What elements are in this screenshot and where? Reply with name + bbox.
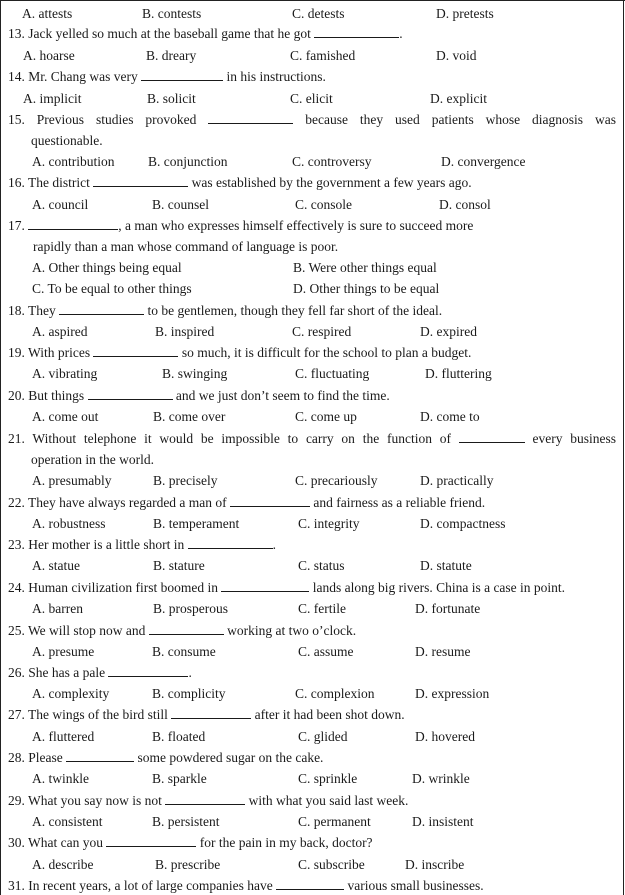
question-21-stem-continuation-row: [0, 449, 625, 470]
answer-blank[interactable]: [88, 387, 173, 400]
question-27-options-row: [0, 726, 625, 747]
question-18-stem-row: [0, 300, 625, 321]
stem-text: 24. Human civilization first boomed in: [8, 580, 222, 595]
question-17-options-row: [0, 278, 625, 299]
option-c[interactable]: C. glided: [298, 729, 348, 744]
answer-blank[interactable]: [459, 430, 525, 443]
question-15-stem-row: [0, 109, 625, 130]
option-a[interactable]: A. twinkle: [32, 771, 89, 786]
stem-text: 30. What can you: [8, 835, 107, 850]
option-a[interactable]: A. fluttered: [32, 729, 95, 744]
option-b[interactable]: B. contests: [142, 6, 202, 21]
question-21-stem: [8, 428, 616, 449]
option-a[interactable]: A. council: [32, 197, 89, 212]
stem-text: , a man who expresses himself effectively is sure to succeed more: [118, 218, 474, 233]
option-d[interactable]: D. convergence: [441, 154, 526, 169]
option-b[interactable]: B. inspired: [155, 324, 215, 339]
question-25-stem: [8, 620, 356, 641]
question-17-stem: [8, 215, 473, 236]
stem-text: 26. She has a pale: [8, 665, 109, 680]
stem-text: .: [272, 537, 276, 552]
option-d[interactable]: D. compactness: [420, 516, 506, 531]
option-c[interactable]: C. detests: [292, 6, 345, 21]
stem-text: after it had been shot down.: [251, 707, 405, 722]
answer-blank[interactable]: [108, 664, 188, 677]
question-17-stem-continuation-row: [0, 236, 625, 257]
option-d[interactable]: D. fortunate: [415, 601, 481, 616]
option-c[interactable]: C. come up: [295, 409, 357, 424]
question-31-stem-row: [0, 875, 625, 895]
answer-blank[interactable]: [221, 579, 309, 592]
option-a[interactable]: A. statue: [32, 558, 80, 573]
option-b[interactable]: B. floated: [152, 729, 206, 744]
question-29-stem-row: [0, 790, 625, 811]
option-d[interactable]: D. statute: [420, 558, 472, 573]
stem-text: 22. They have always regarded a man of: [8, 495, 231, 510]
stem-text: 15. Previous studies provoked: [8, 112, 209, 127]
question-14-options-row: [0, 88, 625, 109]
option-b[interactable]: B. stature: [153, 558, 205, 573]
question-23-options-row: [0, 555, 625, 576]
option-b[interactable]: B. counsel: [152, 197, 209, 212]
option-b[interactable]: B. sparkle: [152, 771, 207, 786]
option-c[interactable]: C. controversy: [292, 154, 372, 169]
option-b[interactable]: B. come over: [153, 409, 226, 424]
stem-text: 25. We will stop now and: [8, 623, 149, 638]
option-a[interactable]: A. come out: [32, 409, 99, 424]
answer-blank[interactable]: [314, 25, 399, 38]
option-b[interactable]: B. swinging: [162, 366, 228, 381]
option-b[interactable]: B. dreary: [146, 48, 197, 63]
stem-text: 18. They: [8, 303, 60, 318]
question-15-stem-continuation-row: [0, 130, 625, 151]
option-d[interactable]: D. come to: [420, 409, 480, 424]
option-d[interactable]: D. consol: [439, 197, 491, 212]
option-d[interactable]: D. insistent: [412, 814, 474, 829]
question-15-options-row: [0, 151, 625, 172]
stem-text: various small businesses.: [344, 878, 484, 893]
option-b[interactable]: B. conjunction: [148, 154, 228, 169]
question-23-stem-row: [0, 534, 625, 555]
stem-text: was established by the government a few years ago.: [188, 175, 472, 190]
question-20-stem-row: [0, 385, 625, 406]
option-b[interactable]: B. persistent: [152, 814, 220, 829]
option-a[interactable]: A. describe: [32, 857, 94, 872]
option-d[interactable]: D. expression: [415, 686, 490, 701]
option-c[interactable]: C. subscribe: [298, 857, 365, 872]
option-d[interactable]: D. practically: [420, 473, 494, 488]
question-13-options-row: [0, 45, 625, 66]
option-c[interactable]: C. fluctuating: [295, 366, 370, 381]
question-26-stem-row: [0, 662, 625, 683]
option-a[interactable]: A. contribution: [32, 154, 115, 169]
question-27-stem-row: [0, 704, 625, 725]
question-20-stem: [8, 385, 390, 406]
option-d[interactable]: D. fluttering: [425, 366, 492, 381]
question-20-options-row: [0, 406, 625, 427]
stem-text: and fairness as a reliable friend.: [310, 495, 486, 510]
question-25-stem-row: [0, 620, 625, 641]
question-22-stem-row: [0, 492, 625, 513]
page-border-top: [0, 0, 625, 1]
question-22-stem: [8, 492, 485, 513]
stem-text: .: [399, 26, 403, 41]
stem-text: 14. Mr. Chang was very: [8, 69, 142, 84]
question-15-stem: [8, 109, 616, 130]
answer-blank[interactable]: [59, 302, 144, 315]
stem-text: 16. The district: [8, 175, 94, 190]
answer-blank[interactable]: [208, 111, 293, 124]
option-d[interactable]: D. pretests: [436, 6, 494, 21]
stem-text: 29. What you say now is not: [8, 793, 166, 808]
question-24-options-row: [0, 598, 625, 619]
option-b[interactable]: B. complicity: [152, 686, 226, 701]
answer-blank[interactable]: [276, 877, 344, 890]
option-d[interactable]: D. inscribe: [405, 857, 465, 872]
question-19-options-row: [0, 363, 625, 384]
option-a[interactable]: A. vibrating: [32, 366, 98, 381]
question-26-options-row: [0, 683, 625, 704]
option-d[interactable]: D. wrinkle: [412, 771, 470, 786]
question-16-stem-row: [0, 172, 625, 193]
option-d[interactable]: D. void: [436, 48, 477, 63]
stem-text: 23. Her mother is a little short in: [8, 537, 188, 552]
option-c[interactable]: C. assume: [298, 644, 354, 659]
stem-text: some powdered sugar on the cake.: [134, 750, 324, 765]
option-a[interactable]: A. hoarse: [23, 48, 75, 63]
stem-text: 13. Jack yelled so much at the baseball game that he got: [8, 26, 315, 41]
answer-blank[interactable]: [106, 834, 196, 847]
stem-text: so much, it is difficult for the school to plan a budget.: [178, 345, 472, 360]
stem-text: to be gentlemen, though they fell far short of the ideal.: [144, 303, 443, 318]
stem-text: with what you said last week.: [245, 793, 409, 808]
stem-text: .: [188, 665, 192, 680]
stem-text: 20. But things: [8, 388, 88, 403]
option-b[interactable]: B. prosperous: [153, 601, 228, 616]
option-c[interactable]: C. status: [298, 558, 345, 573]
stem-text: in his instructions.: [223, 69, 326, 84]
stem-text: 27. The wings of the bird still: [8, 707, 172, 722]
option-b[interactable]: B. temperament: [153, 516, 240, 531]
question-24-stem-row: [0, 577, 625, 598]
stem-text: because they used patients whose diagnosis was: [293, 112, 616, 127]
stem-text: and we just don’t seem to find the time.: [172, 388, 390, 403]
question-28-stem: [8, 747, 323, 768]
question-17-stem-row: [0, 215, 625, 236]
question-31-stem: [8, 875, 484, 895]
answer-blank[interactable]: [149, 622, 224, 635]
question-29-options-row: [0, 811, 625, 832]
stem-text: working at two o’clock.: [223, 623, 357, 638]
option-a[interactable]: A. presumably: [32, 473, 112, 488]
answer-blank[interactable]: [93, 174, 188, 187]
option-b[interactable]: B. precisely: [153, 473, 218, 488]
option-a[interactable]: A. complexity: [32, 686, 110, 701]
question-13-stem: [8, 23, 403, 44]
option-c[interactable]: C. console: [295, 197, 352, 212]
question-29-stem: [8, 790, 408, 811]
question-18-options-row: [0, 321, 625, 342]
question-17-stem-continuation: rapidly than a man whose command of language is poor.: [33, 239, 339, 254]
stem-text: 31. In recent years, a lot of large companies have: [8, 878, 277, 893]
option-d[interactable]: D. Other things to be equal: [293, 281, 440, 296]
option-c[interactable]: C. famished: [290, 48, 356, 63]
option-c[interactable]: C. elicit: [290, 91, 333, 106]
answer-blank[interactable]: [28, 217, 118, 230]
option-a[interactable]: A. robustness: [32, 516, 106, 531]
question-21-stem-row: [0, 428, 625, 449]
option-c[interactable]: C. fertile: [298, 601, 346, 616]
option-d[interactable]: D. explicit: [430, 91, 487, 106]
option-a[interactable]: A. implicit: [23, 91, 82, 106]
option-d[interactable]: D. expired: [420, 324, 477, 339]
question-16-stem: [8, 172, 472, 193]
stem-text: 28. Please: [8, 750, 67, 765]
option-a[interactable]: A. aspired: [32, 324, 88, 339]
answer-blank[interactable]: [93, 344, 178, 357]
question-23-stem: [8, 534, 276, 555]
question-19-stem: [8, 342, 471, 363]
question-30-stem-row: [0, 832, 625, 853]
question-22-options-row: [0, 513, 625, 534]
question-28-options-row: [0, 768, 625, 789]
option-c[interactable]: C. respired: [292, 324, 352, 339]
option-c[interactable]: C. sprinkle: [298, 771, 358, 786]
question-14-stem: [8, 66, 326, 87]
option-b[interactable]: B. consume: [152, 644, 216, 659]
answer-blank[interactable]: [188, 536, 273, 549]
answer-blank[interactable]: [230, 494, 310, 507]
option-b[interactable]: B. solicit: [147, 91, 196, 106]
question-24-stem: [8, 577, 565, 598]
option-a[interactable]: A. attests: [22, 6, 73, 21]
stem-text: 19. With prices: [8, 345, 94, 360]
option-c[interactable]: C. integrity: [298, 516, 360, 531]
question-30-options-row: [0, 854, 625, 875]
option-c[interactable]: C. permanent: [298, 814, 371, 829]
stem-text: 21. Without telephone it would be impossible to carry on the function of: [8, 431, 459, 446]
question-13-stem-row: [0, 23, 625, 44]
question-16-options-row: [0, 194, 625, 215]
option-a[interactable]: A. consistent: [32, 814, 103, 829]
option-d[interactable]: D. hovered: [415, 729, 475, 744]
stem-text: 17.: [8, 218, 29, 233]
answer-blank[interactable]: [66, 749, 134, 762]
question-30-stem: [8, 832, 373, 853]
question-25-options-row: [0, 641, 625, 662]
stem-text: lands along big rivers. China is a case in point.: [309, 580, 566, 595]
option-a[interactable]: A. barren: [32, 601, 83, 616]
stem-text: for the pain in my back, doctor?: [196, 835, 373, 850]
question-14-stem-row: [0, 66, 625, 87]
question-12-options-row: [0, 3, 625, 24]
question-28-stem-row: [0, 747, 625, 768]
question-21-options-row: [0, 470, 625, 491]
question-15-stem-continuation: questionable.: [31, 133, 103, 148]
stem-text: every business: [524, 431, 617, 446]
question-27-stem: [8, 704, 405, 725]
answer-blank[interactable]: [141, 68, 223, 81]
option-b[interactable]: B. prescribe: [155, 857, 221, 872]
option-a[interactable]: A. Other things being equal: [32, 260, 182, 275]
option-b[interactable]: B. Were other things equal: [293, 260, 437, 275]
option-d[interactable]: D. resume: [415, 644, 471, 659]
question-18-stem: [8, 300, 442, 321]
answer-blank[interactable]: [171, 706, 251, 719]
question-26-stem: [8, 662, 192, 683]
option-c[interactable]: C. precariously: [295, 473, 378, 488]
question-21-stem-continuation: operation in the world.: [31, 452, 154, 467]
option-a[interactable]: A. presume: [32, 644, 95, 659]
option-c[interactable]: C. To be equal to other things: [32, 281, 192, 296]
option-c[interactable]: C. complexion: [295, 686, 375, 701]
answer-blank[interactable]: [165, 792, 245, 805]
question-19-stem-row: [0, 342, 625, 363]
question-17-options-row: [0, 257, 625, 278]
